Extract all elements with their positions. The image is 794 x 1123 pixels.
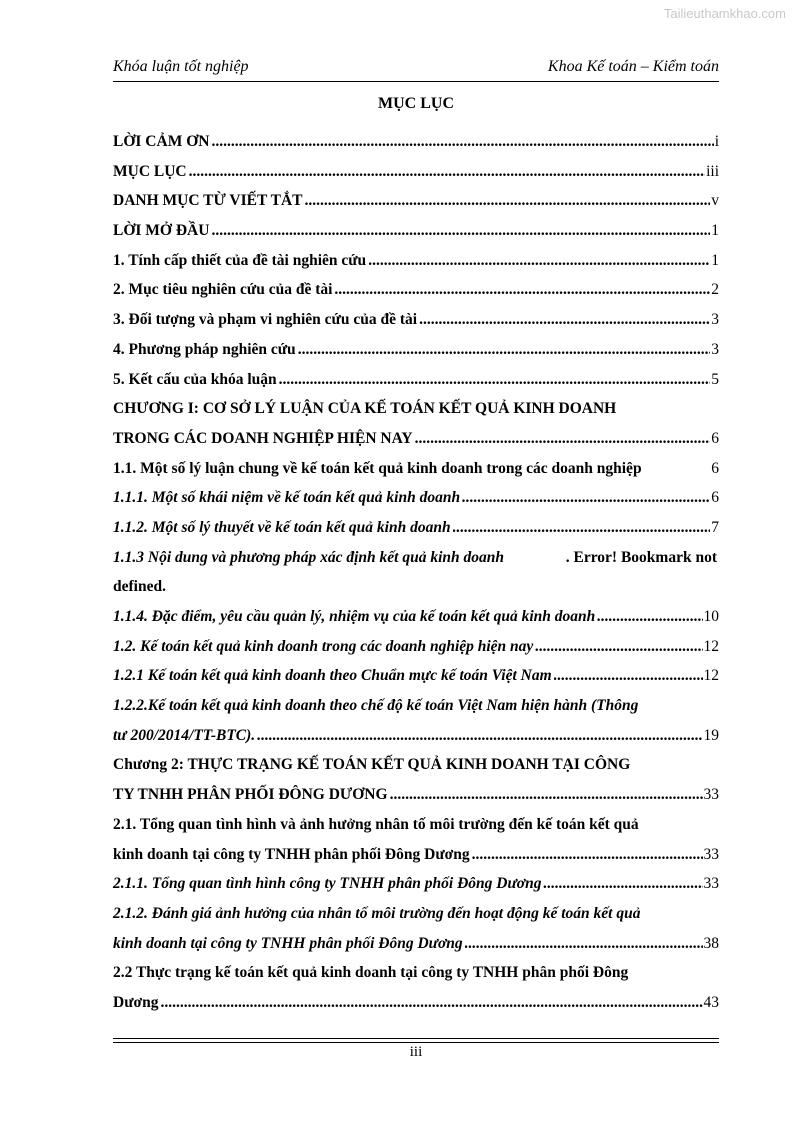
toc-entry-title: kinh doanh tại công ty TNHH phân phối Đông Dương <box>113 934 463 952</box>
toc-entry[interactable] <box>113 602 719 632</box>
toc-page-number: i <box>714 133 719 150</box>
footer-rule-bottom <box>113 1042 719 1043</box>
toc-entry[interactable] <box>113 513 719 543</box>
toc-page-number: 7 <box>711 518 719 536</box>
toc-entry-title: 2.1.2. Đánh giá ảnh hưởng của nhân tố môi trường đến hoạt động kế toán kết quả <box>113 904 641 922</box>
toc-entry-title: 2. Mục tiêu nghiên cứu của đề tài <box>113 281 333 299</box>
toc-entry-title: 1.2.2.Kế toán kết quả kinh doanh theo chế độ kế toán Việt Nam hiện hành (Thông <box>113 697 639 715</box>
toc-entry[interactable] <box>113 721 719 751</box>
toc-entry[interactable] <box>113 929 719 959</box>
dot-leader <box>189 157 705 187</box>
footer-rule-top <box>113 1038 719 1039</box>
toc-page-number: 5 <box>711 370 719 388</box>
toc-page-number: 3 <box>711 311 719 329</box>
dot-leader <box>554 661 703 691</box>
watermark: Tailieuthamkhao.com <box>663 6 786 21</box>
toc-entry[interactable] <box>113 780 719 810</box>
toc-page-number: 6 <box>711 459 719 477</box>
toc-entry-title: 1.2. Kế toán kết quả kinh doanh trong các doanh nghiệp hiện nay <box>113 637 534 655</box>
toc-entry-title: LỜI MỞ ĐẦU <box>113 222 210 240</box>
toc-entry-title: defined. <box>113 578 166 596</box>
toc-entry-text: 1.1.3 Nội dung và phương pháp xác định kết quả kinh doanh <box>113 548 504 566</box>
dot-leader <box>334 275 710 305</box>
toc-page-number: 6 <box>711 429 719 447</box>
toc-entry-title: 2.1.1. Tổng quan tình hình công ty TNHH phân phối Đông Dương <box>113 875 542 893</box>
toc-entry[interactable] <box>113 335 719 365</box>
toc-page-number: 33 <box>703 845 719 863</box>
toc-entry[interactable] <box>113 572 719 602</box>
toc-entry[interactable] <box>113 454 719 484</box>
toc-entry-title: 1.1.2. Một số lý thuyết về kế toán kết quả kinh doanh <box>113 518 451 536</box>
toc-entry-title: 5. Kết cấu của khóa luận <box>113 370 277 388</box>
bookmark-error: . Error! Bookmark not <box>565 548 717 566</box>
dot-leader <box>257 721 702 751</box>
toc-page-number: 2 <box>711 281 719 299</box>
toc-entry-title: DANH MỤC TỪ VIẾT TẮT <box>113 192 303 210</box>
table-of-contents <box>113 127 719 1018</box>
toc-entry[interactable] <box>113 988 719 1018</box>
toc-entry-title: 3. Đối tượng và phạm vi nghiên cứu của đề tài <box>113 311 418 329</box>
header-right: Khoa Kế toán – Kiểm toán <box>547 58 719 75</box>
toc-page-number: 12 <box>703 637 719 655</box>
toc-entry-title: Dương <box>113 993 159 1011</box>
toc-entry[interactable] <box>113 157 719 187</box>
toc-entry-title: LỜI CẢM ƠN <box>113 133 210 150</box>
dot-leader <box>298 335 711 365</box>
header-left: Khóa luận tốt nghiệp <box>113 58 249 75</box>
dot-leader <box>160 988 702 1018</box>
toc-page-number: 3 <box>711 340 719 358</box>
toc-entry[interactable] <box>113 869 719 899</box>
toc-entry-title: TRONG CÁC DOANH NGHIỆP HIỆN NAY <box>113 429 413 447</box>
toc-entry[interactable] <box>113 127 719 157</box>
toc-page-number: 38 <box>703 934 719 952</box>
toc-entry-title: 1.2.1 Kế toán kết quả kinh doanh theo Chuẩn mực kế toán Việt Nam <box>113 667 552 685</box>
toc-page-number: v <box>711 192 719 210</box>
toc-entry[interactable] <box>113 750 719 780</box>
dot-leader <box>415 424 711 454</box>
page-number: iii <box>409 1044 423 1060</box>
toc-entry[interactable] <box>113 246 719 276</box>
toc-entry-title: 1.1. Một số lý luận chung về kế toán kết quả kinh doanh trong các doanh nghiệp <box>113 459 642 477</box>
toc-page-number: 33 <box>703 786 719 804</box>
toc-entry[interactable] <box>113 543 719 573</box>
dot-leader <box>462 483 710 513</box>
toc-entry[interactable] <box>113 216 719 246</box>
toc-page-number: 33 <box>703 875 719 893</box>
toc-entry-title: 4. Phương pháp nghiên cứu <box>113 340 296 358</box>
toc-entry[interactable] <box>113 186 719 216</box>
toc-entry[interactable] <box>113 958 719 988</box>
toc-page-number: 1 <box>711 222 719 240</box>
toc-entry-title: tư 200/2014/TT-BTC). <box>113 726 256 744</box>
toc-entry[interactable] <box>113 424 719 454</box>
toc-entry-title: 2.2 Thực trạng kế toán kết quả kinh doanh tại công ty TNHH phân phối Đông <box>113 964 629 982</box>
dot-leader <box>597 602 702 632</box>
dot-leader <box>472 840 703 870</box>
toc-entry-title: MỤC LỤC <box>113 162 187 180</box>
page-title: MỤC LỤC <box>378 95 454 112</box>
toc-entry-title: kinh doanh tại công ty TNHH phân phối Đông Dương <box>113 845 470 863</box>
toc-entry[interactable] <box>113 632 719 662</box>
toc-entry[interactable] <box>113 365 719 395</box>
dot-leader <box>304 186 710 216</box>
toc-page-number: iii <box>706 162 719 180</box>
dot-leader <box>543 869 702 899</box>
dot-leader <box>390 780 703 810</box>
toc-entry-title: 1.1.1. Một số khái niệm về kế toán kết quả kinh doanh <box>113 489 461 507</box>
toc-entry-title: 1.1.4. Đặc điểm, yêu cầu quản lý, nhiệm vụ của kế toán kết quả kinh doanh <box>113 608 596 625</box>
toc-page-number: 6 <box>711 489 719 507</box>
toc-entry[interactable] <box>113 810 719 840</box>
toc-entry[interactable] <box>113 483 719 513</box>
toc-entry[interactable] <box>113 899 719 929</box>
toc-entry[interactable] <box>113 394 719 424</box>
toc-entry[interactable] <box>113 661 719 691</box>
toc-entry[interactable] <box>113 305 719 335</box>
dot-leader <box>368 246 710 276</box>
toc-entry-title: 1. Tính cấp thiết của đề tài nghiên cứu <box>113 251 367 269</box>
toc-entry-title: CHƯƠNG I: CƠ SỞ LÝ LUẬN CỦA KẾ TOÁN KẾT QUẢ KINH DOANH <box>113 400 617 418</box>
dot-leader <box>211 127 713 157</box>
toc-entry-title: Chương 2: THỰC TRẠNG KẾ TOÁN KẾT QUẢ KINH DOANH TẠI CÔNG <box>113 756 631 774</box>
toc-entry-title: 2.1. Tổng quan tình hình và ảnh hưởng nhân tố môi trường đến kế toán kết quả <box>113 815 639 833</box>
toc-entry[interactable] <box>113 840 719 870</box>
dot-leader <box>465 929 703 959</box>
toc-page-number: 43 <box>703 993 719 1011</box>
toc-page-number: 19 <box>703 726 719 744</box>
toc-page-number: 10 <box>703 608 719 625</box>
toc-page-number: 1 <box>711 251 719 269</box>
toc-page-number: 12 <box>703 667 719 685</box>
header-rule <box>113 81 719 82</box>
dot-leader <box>453 513 711 543</box>
page-header <box>113 58 719 80</box>
toc-entry[interactable] <box>113 691 719 721</box>
dot-leader <box>279 365 711 395</box>
toc-entry-title: TY TNHH PHÂN PHỐI ĐÔNG DƯƠNG <box>113 786 388 804</box>
toc-entry-title <box>113 543 719 573</box>
dot-leader <box>535 632 702 662</box>
dot-leader <box>211 216 710 246</box>
toc-entry[interactable] <box>113 275 719 305</box>
dot-leader <box>419 305 710 335</box>
